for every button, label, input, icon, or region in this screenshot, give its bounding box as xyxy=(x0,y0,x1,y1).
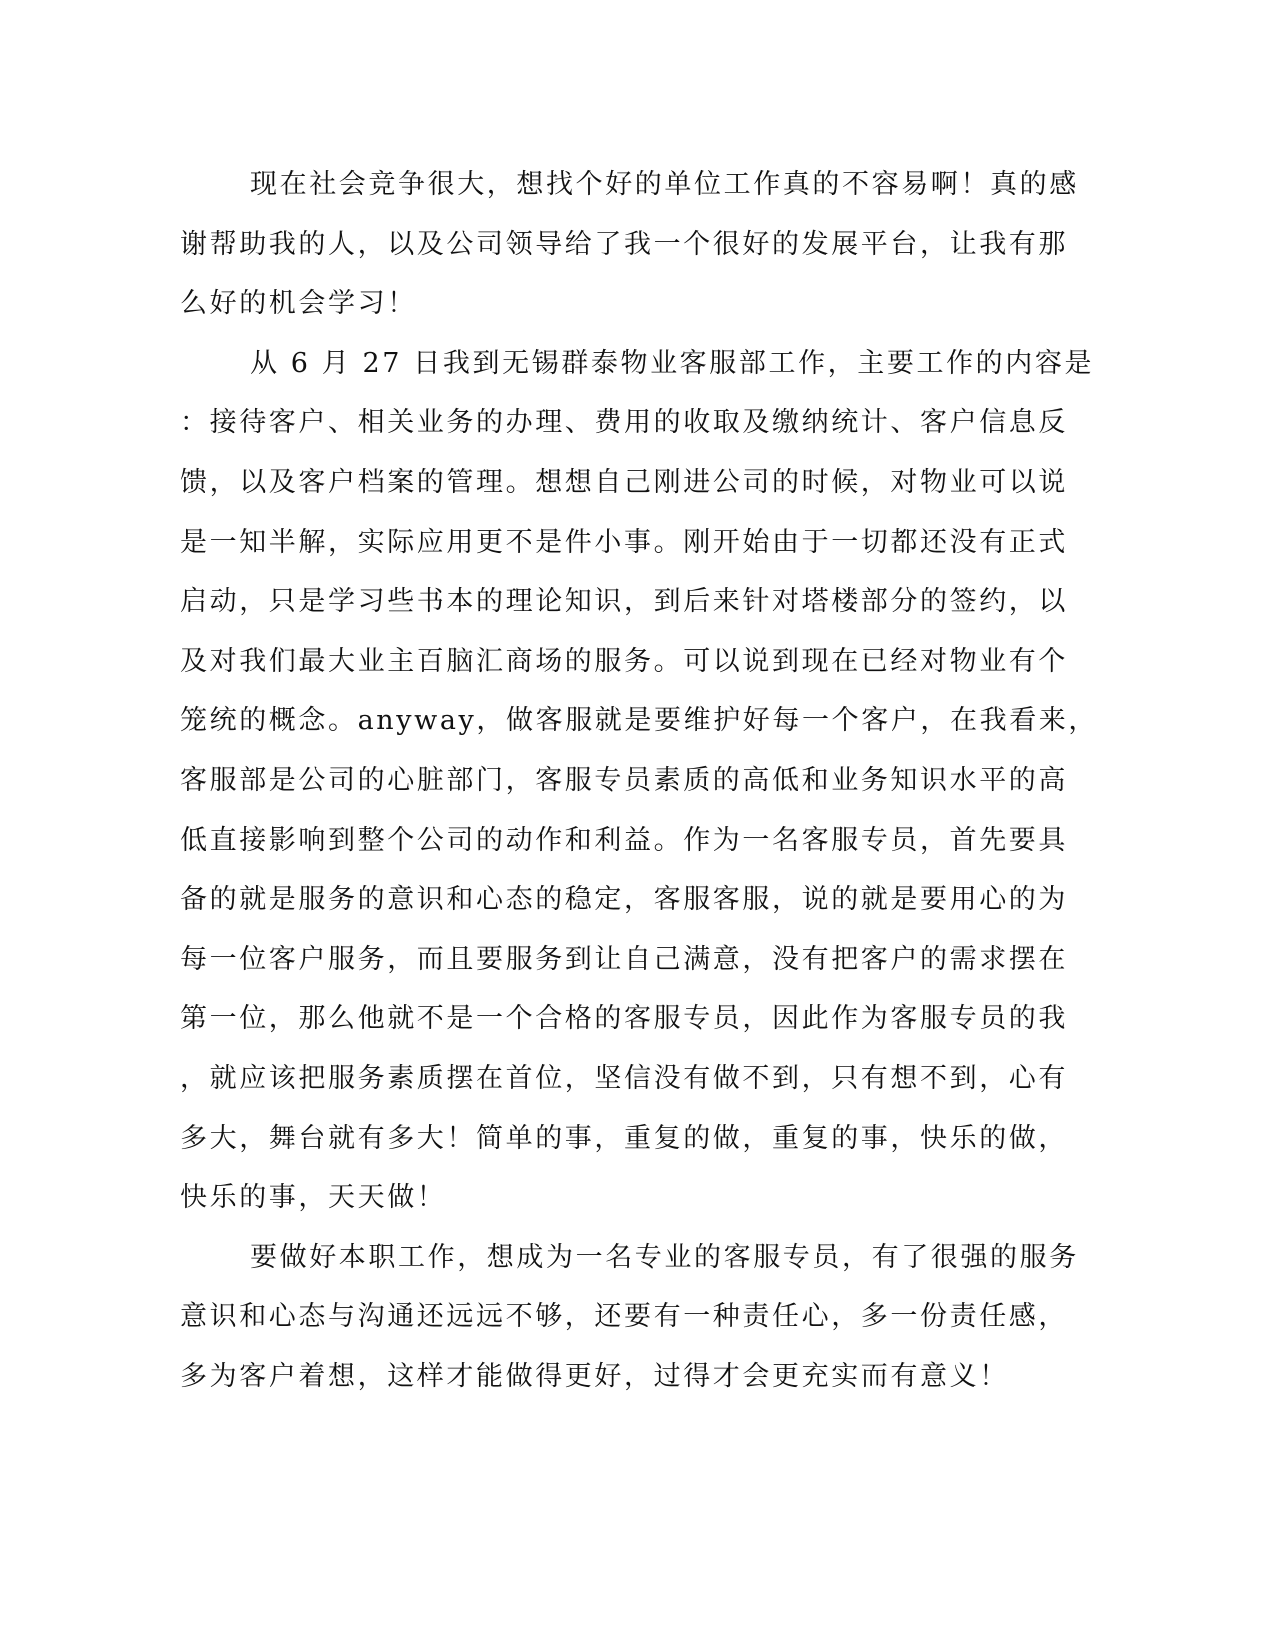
paragraph-1-line-2: 谢帮助我的人，以及公司领导给了我一个很好的发展平台，让我有那 xyxy=(180,228,1068,260)
document-body xyxy=(180,155,1098,1406)
paragraph-2-line-13: ，就应该把服务素质摆在首位，坚信没有做不到，只有想不到，心有 xyxy=(180,1062,1068,1094)
paragraph-2-line-1: 从 6 月 27 日我到无锡群泰物业客服部工作，主要工作的内容是 xyxy=(250,347,1095,379)
paragraph-1-line-1: 现在社会竞争很大，想找个好的单位工作真的不容易啊！真的感 xyxy=(250,169,1079,200)
paragraph-1-line-3: 么好的机会学习！ xyxy=(180,288,417,320)
paragraph-2-line-8: 客服部是公司的心脏部门，客服专员素质的高低和业务知识水平的高 xyxy=(180,764,1068,796)
paragraph-3-line-1: 要做好本职工作，想成为一名专业的客服专员，有了很强的服务 xyxy=(250,1241,1079,1273)
paragraph-2-line-9: 低直接影响到整个公司的动作和利益。作为一名客服专员，首先要具 xyxy=(180,824,1068,856)
paragraph-2-line-2: ：接待客户、相关业务的办理、费用的收取及缴纳统计、客户信息反 xyxy=(180,407,1068,439)
paragraph-3-line-3: 多为客户着想，这样才能做得更好，过得才会更充实而有意义！ xyxy=(180,1360,1009,1392)
paragraph-2-line-14: 多大，舞台就有多大！简单的事，重复的做，重复的事，快乐的做， xyxy=(180,1122,1068,1154)
paragraph-2-line-4: 是一知半解，实际应用更不是件小事。刚开始由于一切都还没有正式 xyxy=(180,526,1068,558)
paragraph-2-line-3: 馈，以及客户档案的管理。想想自己刚进公司的时候，对物业可以说 xyxy=(180,466,1068,498)
paragraph-2-line-6: 及对我们最大业主百脑汇商场的服务。可以说到现在已经对物业有个 xyxy=(180,645,1068,677)
paragraph-2-line-11: 每一位客户服务，而且要服务到让自己满意，没有把客户的需求摆在 xyxy=(180,943,1068,975)
paragraph-2-line-7: 笼统的概念。anyway，做客服就是要维护好每一个客户，在我看来， xyxy=(180,705,1098,737)
paragraph-2-line-15: 快乐的事，天天做！ xyxy=(180,1182,447,1214)
paragraph-3-line-2: 意识和心态与沟通还远远不够，还要有一种责任心，多一份责任感， xyxy=(180,1301,1068,1333)
paragraph-2-line-12: 第一位，那么他就不是一个合格的客服专员，因此作为客服专员的我 xyxy=(180,1003,1068,1035)
paragraph-2-line-10: 备的就是服务的意识和心态的稳定，客服客服，说的就是要用心的为 xyxy=(180,884,1068,916)
paragraph-2-line-5: 启动，只是学习些书本的理论知识，到后来针对塔楼部分的签约，以 xyxy=(180,586,1068,618)
